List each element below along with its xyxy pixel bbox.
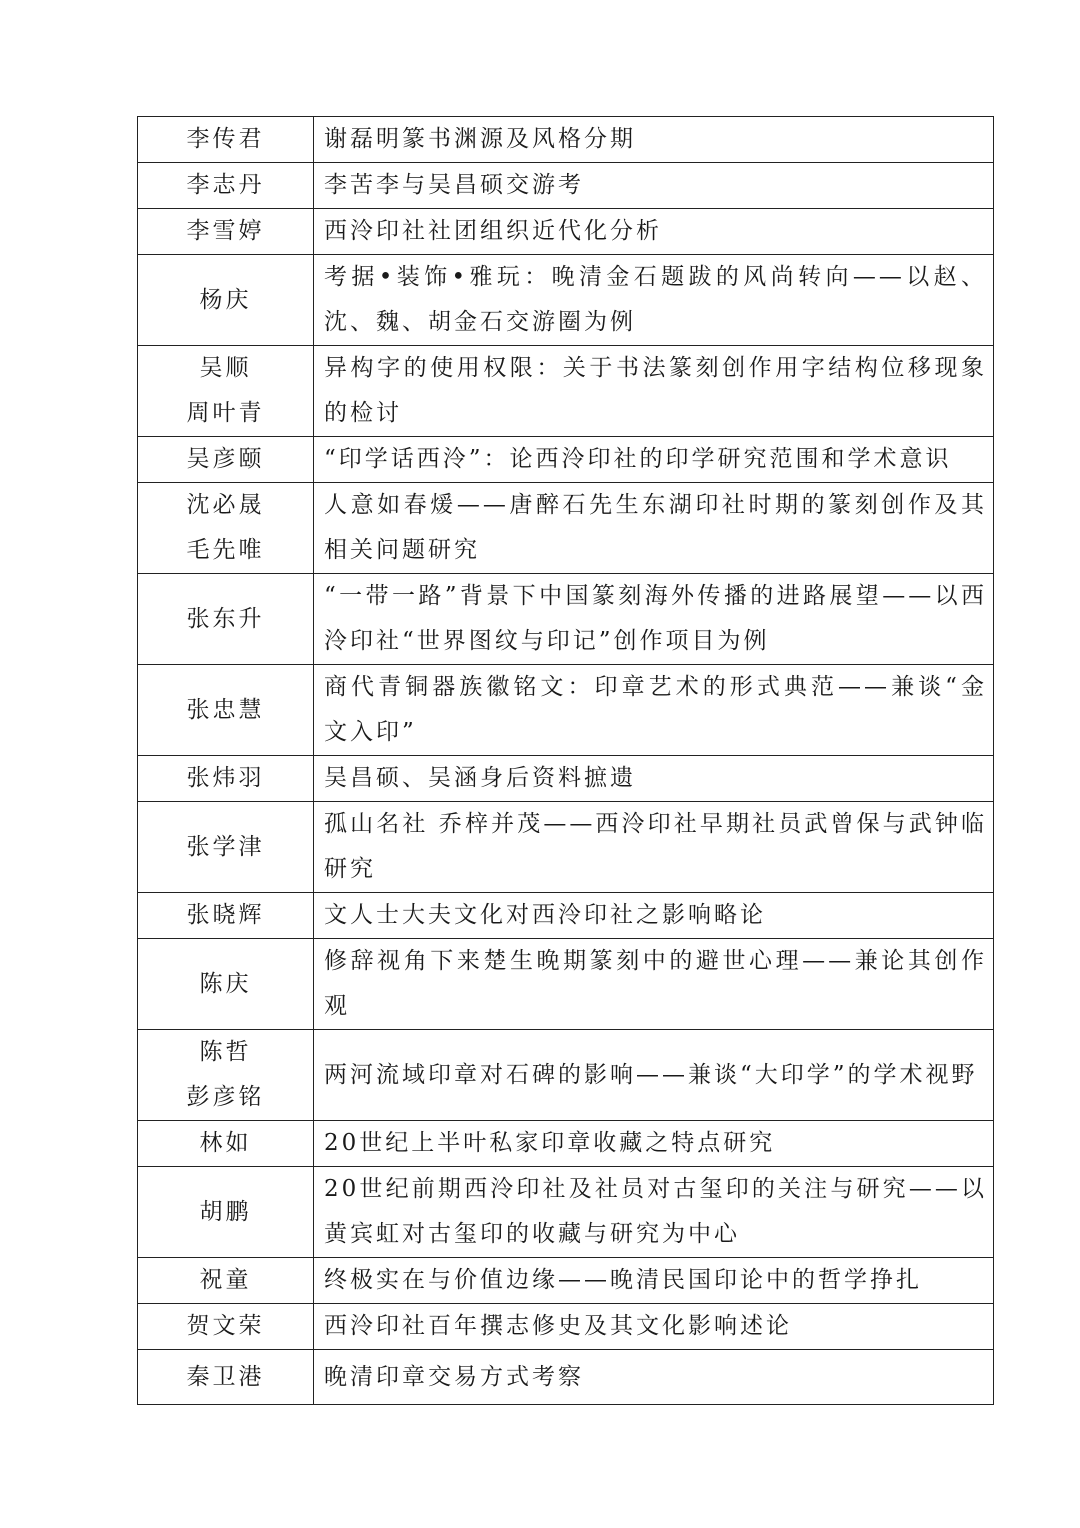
author-name: 胡鹏 xyxy=(199,1198,252,1225)
author-cell xyxy=(138,893,314,939)
title-cell: “印学话西泠”：论西泠印社的印学研究范围和学术意识 xyxy=(314,437,994,483)
title-cell: 商代青铜器族徽铭文：印章艺术的形式典范——兼谈“金文入印” xyxy=(314,665,994,756)
author-name: 祝童 xyxy=(199,1267,252,1293)
author-cell xyxy=(138,756,314,802)
title-cell: 20世纪上半叶私家印章收藏之特点研究 xyxy=(314,1121,994,1167)
author-name: 贺文荣 xyxy=(186,1313,265,1339)
author-cell xyxy=(138,209,314,255)
author-name: 杨庆 xyxy=(199,286,252,313)
table-row xyxy=(138,574,994,665)
table-row xyxy=(138,1258,994,1304)
author-name: 吴顺 xyxy=(199,355,252,381)
author-name: 吴彦颐 xyxy=(186,446,265,472)
author-name: 张晓辉 xyxy=(186,902,265,928)
title-cell: 西泠印社社团组织近代化分析 xyxy=(314,209,994,255)
title-cell: 两河流域印章对石碑的影响——兼谈“大印学”的学术视野 xyxy=(314,1030,994,1121)
table-row xyxy=(138,756,994,802)
title-cell: 人意如春煖——唐醉石先生东湖印社时期的篆刻创作及其相关问题研究 xyxy=(314,483,994,574)
title-cell: 考据•装饰•雅玩：晚清金石题跋的风尚转向——以赵、沈、魏、胡金石交游圈为例 xyxy=(314,255,994,346)
table-row xyxy=(138,346,994,437)
table-row xyxy=(138,802,994,893)
author-cell xyxy=(138,939,314,1030)
author-cell xyxy=(138,255,314,346)
author-name: 彭彦铭 xyxy=(186,1084,265,1110)
author-name: 张学津 xyxy=(186,833,265,860)
paper-list-table xyxy=(137,116,994,1405)
author-name: 秦卫港 xyxy=(186,1363,265,1390)
author-cell xyxy=(138,163,314,209)
author-name: 李传君 xyxy=(186,126,265,152)
author-cell xyxy=(138,1258,314,1304)
title-cell: 谢磊明篆书渊源及风格分期 xyxy=(314,117,994,163)
author-name: 沈必晟 xyxy=(186,492,265,518)
table-row xyxy=(138,893,994,939)
title-cell: 晚清印章交易方式考察 xyxy=(314,1350,994,1405)
table-row xyxy=(138,1350,994,1405)
table-row xyxy=(138,483,994,574)
table-row xyxy=(138,1167,994,1258)
author-cell xyxy=(138,1350,314,1405)
author-name: 张炜羽 xyxy=(186,765,265,791)
table-row xyxy=(138,1121,994,1167)
title-cell: 20世纪前期西泠印社及社员对古玺印的关注与研究——以黄宾虹对古玺印的收藏与研究为中心 xyxy=(314,1167,994,1258)
author-cell xyxy=(138,665,314,756)
title-cell: 文人士大夫文化对西泠印社之影响略论 xyxy=(314,893,994,939)
title-cell: 西泠印社百年撰志修史及其文化影响述论 xyxy=(314,1304,994,1350)
author-cell xyxy=(138,117,314,163)
author-name: 陈庆 xyxy=(199,970,252,997)
table-row xyxy=(138,1030,994,1121)
table-row xyxy=(138,117,994,163)
table-row xyxy=(138,209,994,255)
author-cell xyxy=(138,346,314,437)
author-name: 张忠慧 xyxy=(186,696,265,723)
table-row xyxy=(138,163,994,209)
title-cell: 吴昌硕、吴涵身后资料摭遗 xyxy=(314,756,994,802)
author-cell xyxy=(138,483,314,574)
title-cell: 李苦李与吴昌硕交游考 xyxy=(314,163,994,209)
table-row xyxy=(138,665,994,756)
table-row xyxy=(138,437,994,483)
author-name: 周叶青 xyxy=(186,400,265,426)
author-name: 陈哲 xyxy=(199,1039,252,1065)
author-cell xyxy=(138,802,314,893)
author-cell xyxy=(138,574,314,665)
title-cell: “一带一路”背景下中国篆刻海外传播的进路展望——以西泠印社“世界图纹与印记”创作项目为例 xyxy=(314,574,994,665)
author-cell xyxy=(138,1121,314,1167)
table-row xyxy=(138,255,994,346)
author-name: 林如 xyxy=(199,1130,252,1156)
table-row xyxy=(138,939,994,1030)
author-cell xyxy=(138,1030,314,1121)
title-cell: 修辞视角下来楚生晚期篆刻中的避世心理——兼论其创作观 xyxy=(314,939,994,1030)
table-row xyxy=(138,1304,994,1350)
title-cell: 异构字的使用权限：关于书法篆刻创作用字结构位移现象的检讨 xyxy=(314,346,994,437)
author-cell xyxy=(138,1304,314,1350)
author-name: 李雪婷 xyxy=(186,218,265,244)
title-cell: 孤山名社 乔梓并茂——西泠印社早期社员武曾保与武钟临研究 xyxy=(314,802,994,893)
author-name: 李志丹 xyxy=(186,172,265,198)
title-cell: 终极实在与价值边缘——晚清民国印论中的哲学挣扎 xyxy=(314,1258,994,1304)
paper-list-sheet xyxy=(137,116,994,1405)
author-name: 毛先唯 xyxy=(186,537,265,563)
author-cell xyxy=(138,1167,314,1258)
author-cell xyxy=(138,437,314,483)
author-name: 张东升 xyxy=(186,605,265,632)
